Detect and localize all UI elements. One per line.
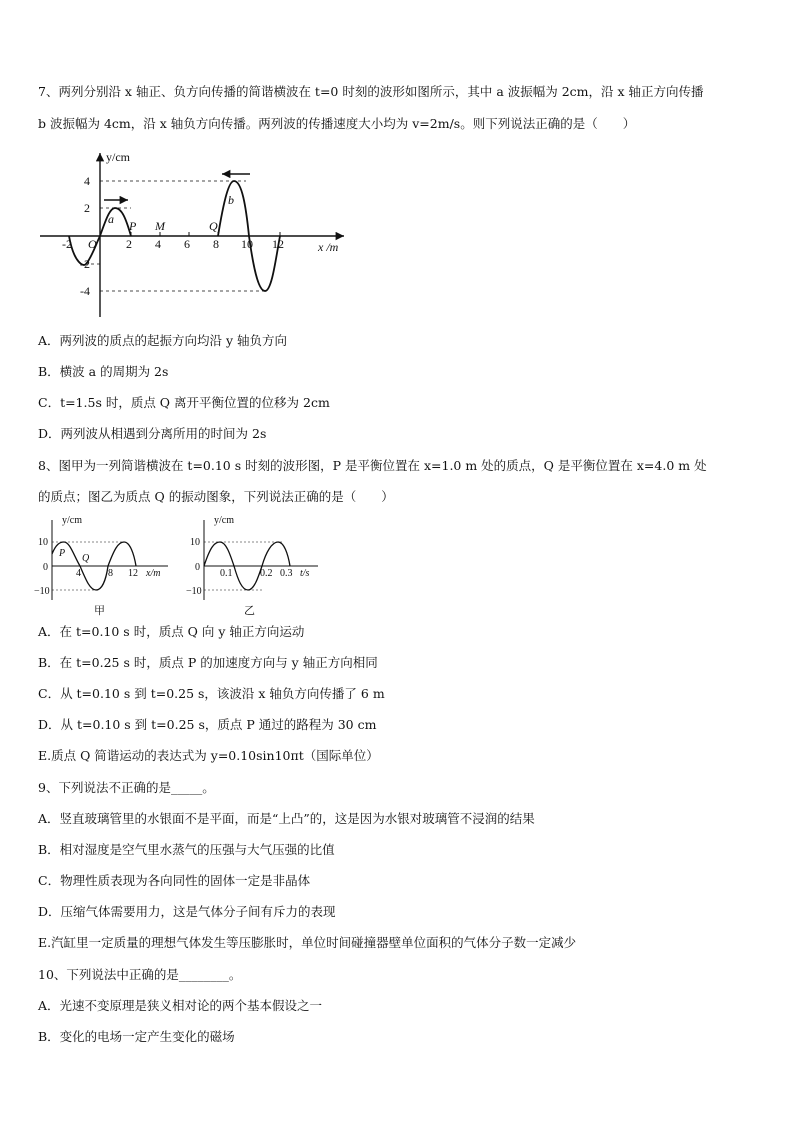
q7-x-tick-neg2: -2 (62, 237, 72, 251)
q7-label-P: P (129, 219, 137, 233)
q8-yi-x-tick-0.1: 0.1 (220, 568, 233, 579)
q8-yi-y-label: y/cm (214, 515, 234, 526)
q8-yi-x-tick-0.2: 0.2 (260, 568, 273, 579)
q7-x-tick-origin: O (88, 237, 97, 251)
q8-yi-y-tick-neg10: −10 (186, 586, 202, 597)
q8-option-d: D．从 t=0.10 s 到 t=0.25 s，质点 P 通过的路程为 30 cm (38, 717, 377, 732)
q8-jia-y-tick-10: 10 (38, 537, 48, 548)
q8-jia-label-Q: Q (82, 553, 90, 564)
q7-x-axis-label: x /m (318, 240, 339, 254)
q8-yi-caption: 乙 (244, 605, 255, 617)
q7-x-tick-8: 8 (213, 237, 219, 251)
q7-stem-line1: 7、两列分别沿 x 轴正、负方向传播的简谐横波在 t=0 时刻的波形如图所示，其中 a 波振幅为 2cm，沿 x 轴正方向传播 (38, 84, 704, 99)
q9-option-b: B．相对湿度是空气里水蒸气的压强与大气压强的比值 (38, 842, 335, 857)
q8-figure-yi (184, 514, 324, 621)
q7-x-tick-6: 6 (184, 237, 190, 251)
q7-y-tick-2: 2 (84, 201, 90, 215)
q8-figure-jia (34, 514, 174, 621)
q7-option-d: D．两列波从相遇到分离所用的时间为 2s (38, 426, 267, 441)
q9-option-d: D．压缩气体需要用力，这是气体分子间有斥力的表现 (38, 904, 336, 919)
q10-stem: 10、下列说法中正确的是________。 (38, 967, 242, 982)
q8-stem-line2: 的质点；图乙为质点 Q 的振动图象，下列说法正确的是（ ） (38, 489, 394, 504)
q9-option-c: C．物理性质表现为各向同性的固体一定是非晶体 (38, 873, 311, 888)
q9-stem: 9、下列说法不正确的是_____。 (38, 780, 215, 795)
q7-y-tick-neg2: -2 (80, 257, 90, 271)
q8-jia-x-tick-12: 12 (128, 568, 138, 579)
q7-label-Q: Q (209, 219, 218, 233)
q8-jia-y-label: y/cm (62, 515, 82, 526)
q7-label-M: M (155, 219, 165, 233)
q8-jia-caption: 甲 (94, 605, 105, 617)
q8-yi-x-tick-0.3: 0.3 (280, 568, 293, 579)
q7-label-a: a (108, 212, 114, 226)
q9-option-a: A．竖直玻璃管里的水银面不是平面，而是“上凸”的，这是因为水银对玻璃管不浸润的结果 (38, 811, 535, 826)
q7-label-b: b (228, 193, 234, 207)
q8-jia-label-P: P (59, 548, 66, 559)
q7-y-tick-neg4: -4 (80, 284, 90, 298)
q8-yi-y-tick-0: 0 (195, 562, 200, 573)
q8-jia-x-label: x/m (146, 568, 161, 579)
q7-option-a: A．两列波的质点的起振方向均沿 y 轴负方向 (38, 333, 288, 348)
q10-option-b: B．变化的电场一定产生变化的磁场 (38, 1029, 235, 1044)
q7-y-tick-4: 4 (84, 174, 90, 188)
q8-yi-x-label: t/s (300, 568, 310, 579)
q7-x-tick-4: 4 (155, 237, 161, 251)
q7-x-tick-10: 10 (241, 237, 253, 251)
q7-x-tick-12: 12 (272, 237, 284, 251)
q8-jia-y-tick-neg10: −10 (34, 586, 50, 597)
q8-option-b: B．在 t=0.25 s 时，质点 P 的加速度方向与 y 轴正方向相同 (38, 655, 378, 670)
q8-yi-y-tick-10: 10 (190, 537, 200, 548)
q9-option-e: E.汽缸里一定质量的理想气体发生等压膨胀时，单位时间碰撞器壁单位面积的气体分子数一定减少 (38, 935, 577, 950)
q7-stem-line2: b 波振幅为 4cm，沿 x 轴负方向传播。两列波的传播速度大小均为 v=2m/s。则下列说法正确的是（ ） (38, 116, 636, 131)
q8-option-e: E.质点 Q 简谐运动的表达式为 y=0.10sin10πt（国际单位） (38, 748, 379, 763)
q7-wave-figure (36, 147, 356, 325)
q7-x-tick-2: 2 (126, 237, 132, 251)
q7-option-c: C．t=1.5s 时，质点 Q 离开平衡位置的位移为 2cm (38, 395, 330, 410)
q8-option-c: C．从 t=0.10 s 到 t=0.25 s，该波沿 x 轴负方向传播了 6 m (38, 686, 385, 701)
q8-jia-y-tick-0: 0 (43, 562, 48, 573)
q8-stem-line1: 8、图甲为一列简谐横波在 t=0.10 s 时刻的波形图，P 是平衡位置在 x=1.0 m 处的质点，Q 是平衡位置在 x=4.0 m 处 (38, 458, 707, 473)
q7-y-axis-label: y/cm (106, 150, 130, 164)
q8-jia-x-tick-4: 4 (76, 568, 81, 579)
q10-option-a: A．光速不变原理是狭义相对论的两个基本假设之一 (38, 998, 323, 1013)
q8-option-a: A．在 t=0.10 s 时，质点 Q 向 y 轴正方向运动 (38, 624, 305, 639)
q7-option-b: B．横波 a 的周期为 2s (38, 364, 169, 379)
q8-jia-x-tick-8: 8 (108, 568, 113, 579)
